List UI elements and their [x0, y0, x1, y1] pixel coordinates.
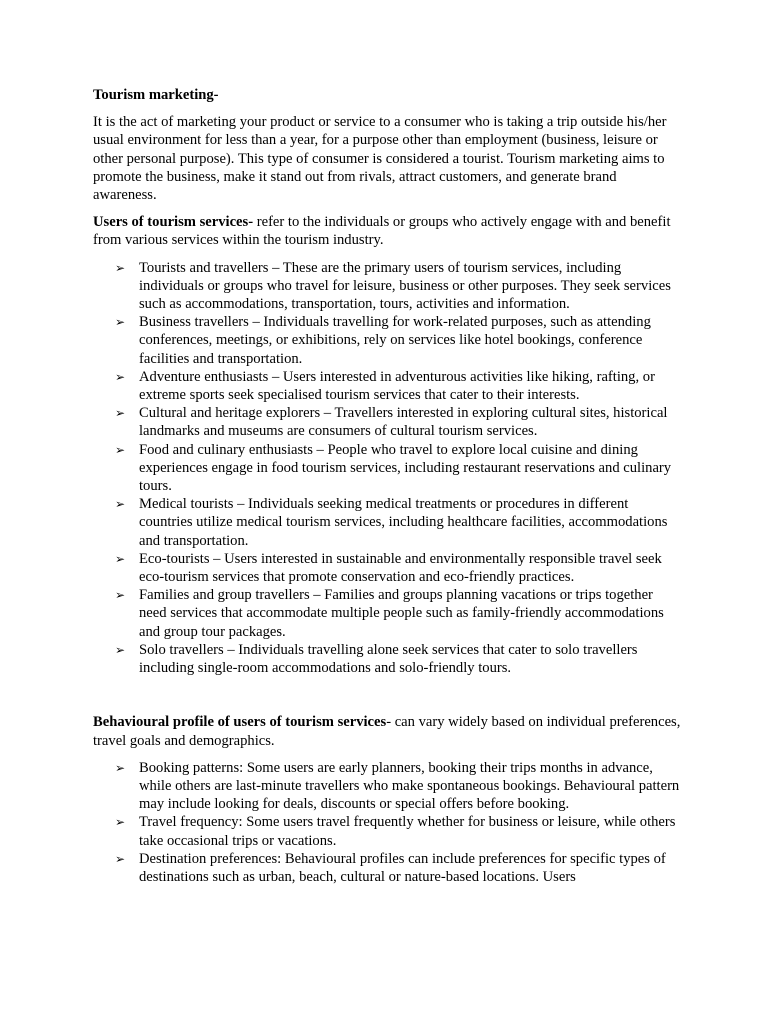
- list-item-text: Business travellers – Individuals travelling for work-related purposes, such as attending conferences, meetings, or exhibitions, rely on services like hotel bookings, conference facilities and transportation.: [139, 314, 651, 367]
- arrow-bullet-icon: ➢: [115, 497, 126, 512]
- users-heading: Users of tourism services-: [93, 214, 254, 231]
- list-item: [93, 586, 683, 641]
- section-title: Tourism marketing-: [93, 87, 219, 103]
- behaviour-heading: Behavioural profile of users of tourism services: [93, 714, 387, 731]
- list-item: [93, 641, 683, 677]
- users-list: [93, 259, 683, 678]
- list-item-text: Adventure enthusiasts – Users interested in adventurous activities like hiking, rafting, or extreme sports seek specialised tourism services that cater to their interests.: [139, 368, 655, 404]
- arrow-bullet-icon: ➢: [115, 551, 126, 566]
- list-item: [93, 550, 683, 586]
- list-item: [93, 259, 683, 314]
- list-item-text: Food and culinary enthusiasts – People who travel to explore local cuisine and dining experiences engage in food tourism services, including restaurant reservations and culinary tours.: [139, 441, 672, 495]
- list-item: [93, 813, 683, 849]
- users-intro-paragraph: [93, 213, 683, 249]
- arrow-bullet-icon: ➢: [115, 406, 126, 421]
- intro-paragraph: It is the act of marketing your product or service to a consumer who is taking a trip outside his/her usual environment for less than a year, for a purpose other than employment (business, leisure or other personal purpose). This type of consumer is considered a tourist. Tourism marketing aims to promote the business, make it stand out from rivals, attract customers, and generate brand awareness.: [93, 114, 667, 204]
- list-item-text: Tourists and travellers – These are the primary users of tourism services, including individuals or groups who travel for leisure, business or other purposes. They seek services such as accommodations, transportation, tours, activities and information.: [139, 259, 671, 313]
- arrow-bullet-icon: ➢: [115, 815, 126, 830]
- list-item-text: Cultural and heritage explorers – Travellers interested in exploring cultural sites, historical landmarks and museums are consumers of cultural tourism services.: [139, 405, 668, 440]
- list-item-text: Destination preferences: Behavioural profiles can include preferences for specific types of destinations such as urban, beach, cultural or nature-based locations. Users: [139, 850, 666, 885]
- list-item-text: Booking patterns: Some users are early planners, booking their trips months in advance, while others are last-minute travellers who make spontaneous bookings. Behavioural pattern may include looking for deals, discounts or special offers before booking.: [139, 759, 680, 813]
- behaviour-intro-text: - can vary widely based on individual preferences, travel goals and demographics.: [93, 714, 681, 749]
- arrow-bullet-icon: ➢: [115, 642, 126, 657]
- behaviour-intro-paragraph: [93, 713, 683, 749]
- list-item: [93, 441, 683, 496]
- list-item: [93, 495, 683, 550]
- section-spacer: [93, 677, 683, 713]
- list-item-text: Families and group travellers – Families and groups planning vacations or trips together need services that accommodate multiple people such as family-friendly accommodations and group tour packages.: [139, 587, 664, 640]
- list-item-text: Travel frequency: Some users travel frequently whether for business or leisure, while others take occasional trips or vacations.: [139, 814, 676, 849]
- behaviour-list: [93, 759, 683, 886]
- arrow-bullet-icon: ➢: [115, 442, 126, 457]
- list-item: [93, 404, 683, 440]
- list-item: [93, 368, 683, 404]
- list-item-text: Eco-tourists – Users interested in sustainable and environmentally responsible travel seek eco-tourism services that promote conservation and eco-friendly practices.: [139, 550, 662, 586]
- arrow-bullet-icon: ➢: [115, 588, 126, 603]
- arrow-bullet-icon: ➢: [115, 369, 126, 384]
- list-item: [93, 313, 683, 368]
- arrow-bullet-icon: ➢: [115, 315, 126, 330]
- list-item: [93, 850, 683, 886]
- list-item-text: Solo travellers – Individuals travelling alone seek services that cater to solo travellers including single-room accommodations and solo-friendly tours.: [139, 641, 638, 677]
- document-page: [93, 86, 683, 886]
- users-intro-text: refer to the individuals or groups who actively engage with and benefit from various services within the tourism industry.: [93, 214, 671, 249]
- arrow-bullet-icon: ➢: [115, 260, 126, 275]
- list-item-text: Medical tourists – Individuals seeking medical treatments or procedures in different countries utilize medical tourism services, including healthcare facilities, accommodations and transportation.: [139, 496, 668, 549]
- arrow-bullet-icon: ➢: [115, 760, 126, 775]
- list-item: [93, 759, 683, 814]
- arrow-bullet-icon: ➢: [115, 851, 126, 866]
